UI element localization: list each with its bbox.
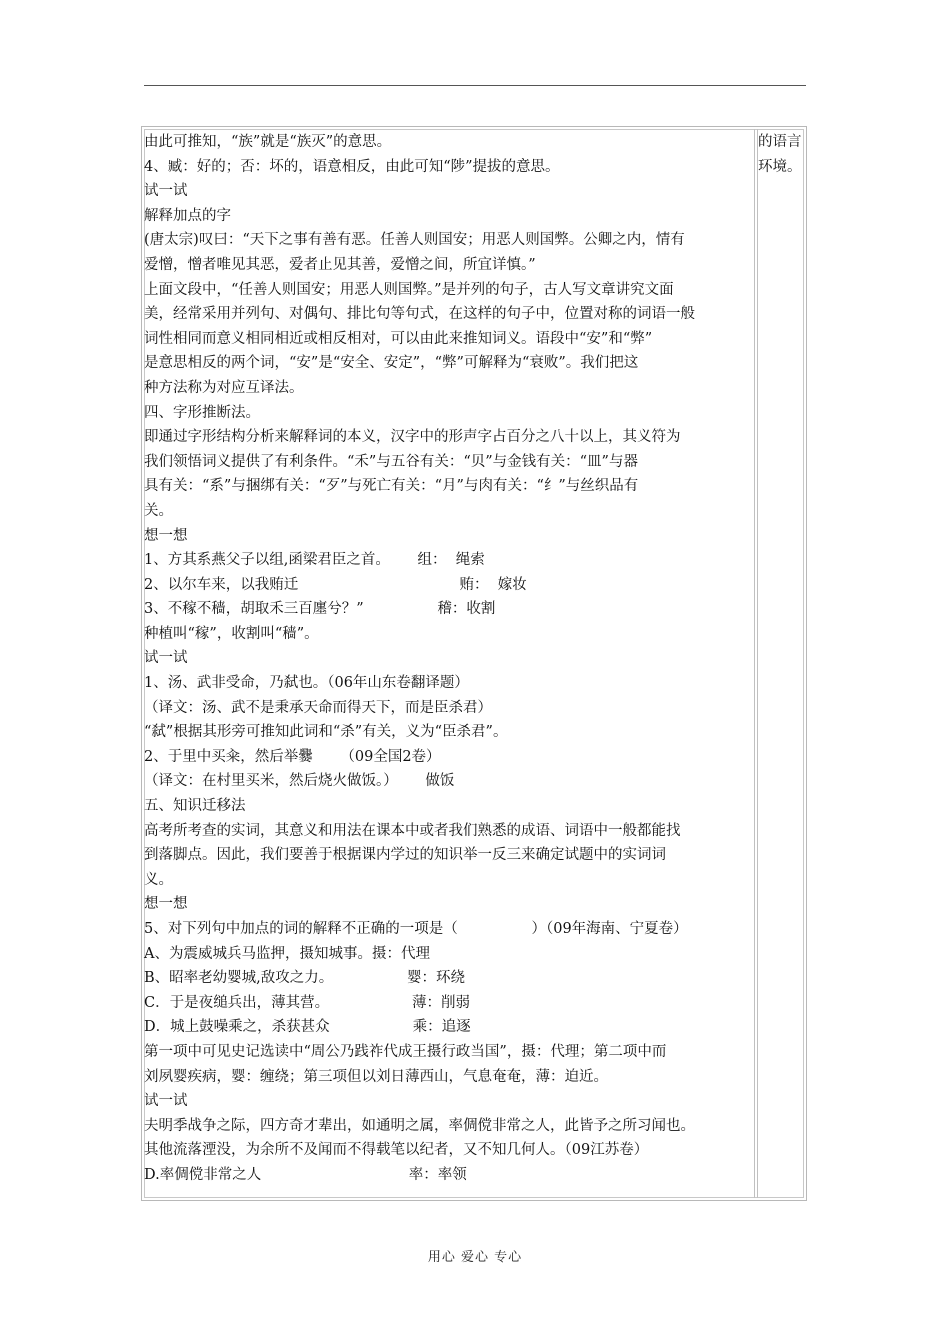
text-line: （译文：汤、武不是秉承天命而得天下，而是臣杀君）	[144, 699, 492, 716]
text-line: 2、于里中买籴，然后举爨 （09全国2卷）	[144, 748, 441, 765]
text-line: 具有关：“系”与捆绑有关：“歹”与死亡有关：“月”与肉有关：“纟”与丝织品有	[144, 478, 639, 495]
text-line: 第一项中可见史记选读中“周公乃践祚代成王摄行政当国”，摄：代理；第二项中而	[144, 1043, 667, 1060]
text-line: D．城上鼓噪乘之，杀获甚众 乘：追逐	[144, 1019, 471, 1036]
text-line: 想一想	[144, 896, 188, 913]
text-line: C．于是夜缒兵出，薄其营。 薄：削弱	[144, 994, 471, 1011]
text-line: 由此可推知，“族”就是“族灭”的意思。	[144, 134, 392, 150]
text-line: 1、汤、武非受命，乃弑也。（06年山东卷翻译题）	[144, 675, 469, 692]
text-line: A、为震威城兵马监押，摄知城事。摄：代理	[144, 945, 430, 962]
text-line: 试一试	[144, 650, 188, 667]
text-line: 即通过字形结构分析来解释词的本义，汉字中的形声字占百分之八十以上，其义符为	[144, 429, 681, 446]
text-line: （译文：在村里买米，然后烧火做饭。） 做饭	[144, 773, 455, 790]
text-line: 试一试	[144, 183, 188, 200]
text-line: 关。	[144, 502, 173, 519]
side-note-cell	[758, 130, 804, 179]
text-line: 想一想	[144, 527, 188, 544]
text-line: 其他流落湮没，为余所不及闻而不得载笔以纪者，又不知几何人。（09江苏卷）	[144, 1142, 649, 1159]
text-line: 3、不稼不穑，胡取禾三百廛兮？” 稽：收割	[144, 601, 496, 618]
side-note-line: 环境。	[758, 158, 802, 175]
text-line: D.率倜傥非常之人 率：率领	[144, 1166, 467, 1183]
text-line: 词性相同而意义相同相近或相反相对，可以由此来推知词义。语段中“安”和“弊”	[144, 330, 653, 347]
text-line: 爱憎，憎者唯见其恶，爱者止见其善，爱憎之间，所宜详慎。”	[144, 256, 536, 273]
text-line: 夫明季战争之际，四方奇才辈出，如通明之属，率倜傥非常之人，此皆予之所习闻也。	[144, 1117, 695, 1134]
text-line: 2、以尔车来，以我贿迁 贿： 嫁妆	[144, 576, 527, 593]
text-line: 解释加点的字	[144, 207, 231, 224]
text-line: 1、方其系燕父子以组,函梁君臣之首。 组： 绳索	[144, 552, 485, 569]
main-content-cell	[144, 130, 758, 1188]
text-line: 是意思相反的两个词，“安”是“安全、安定”，“弊”可解释为“衰败”。我们把这	[144, 355, 639, 372]
text-line: 五、知识迁移法	[144, 798, 246, 815]
text-line: 5、对下列句中加点的词的解释不正确的一项是（ ）（09年海南、宁夏卷）	[144, 921, 688, 937]
text-line: (唐太宗)叹曰：“天下之事有善有恶。任善人则国安；用恶人则国弊。公卿之内，情有	[144, 232, 685, 249]
text-line: 4、臧：好的；否：坏的，语意相反，由此可知“陟”提拔的意思。	[144, 158, 560, 175]
text-line: 刘夙婴疾病，婴：缠绕；第三项但以刘日薄西山，气息奄奄，薄：迫近。	[144, 1068, 608, 1085]
text-line: 美，经常采用并列句、对偶句、排比句等句式，在这样的句子中，位置对称的词语一般	[144, 306, 695, 323]
text-line: 种方法称为对应互译法。	[144, 379, 304, 396]
text-line: 四、字形推断法。	[144, 404, 260, 421]
header-rule	[144, 85, 806, 86]
text-line: 到落脚点。因此，我们要善于根据课内学过的知识举一反三来确定试题中的实词词	[144, 847, 666, 864]
text-line: B、昭率老幼婴城,敌攻之力。 婴：环绕	[144, 970, 466, 987]
text-line: 试一试	[144, 1093, 188, 1110]
text-line: 种植叫“稼”，收割叫“穑”。	[144, 625, 319, 642]
text-line: 高考所考查的实词，其意义和用法在课本中或者我们熟悉的成语、词语中一般都能找	[144, 822, 681, 839]
side-note-line: 的语言	[758, 134, 802, 150]
text-line: 我们领悟词义提供了有利条件。“禾”与五谷有关：“贝”与金钱有关：“皿”与器	[144, 453, 638, 470]
text-line: 上面文段中，“任善人则国安；用恶人则国弊。”是并列的句子，古人写文章讲究文面	[144, 281, 674, 298]
text-line: 义。	[144, 871, 173, 888]
text-line: “弑”根据其形旁可推知此词和“杀”有关，义为“臣杀君”。	[144, 724, 508, 741]
page-footer: 用心 爱心 专心	[427, 1250, 523, 1265]
